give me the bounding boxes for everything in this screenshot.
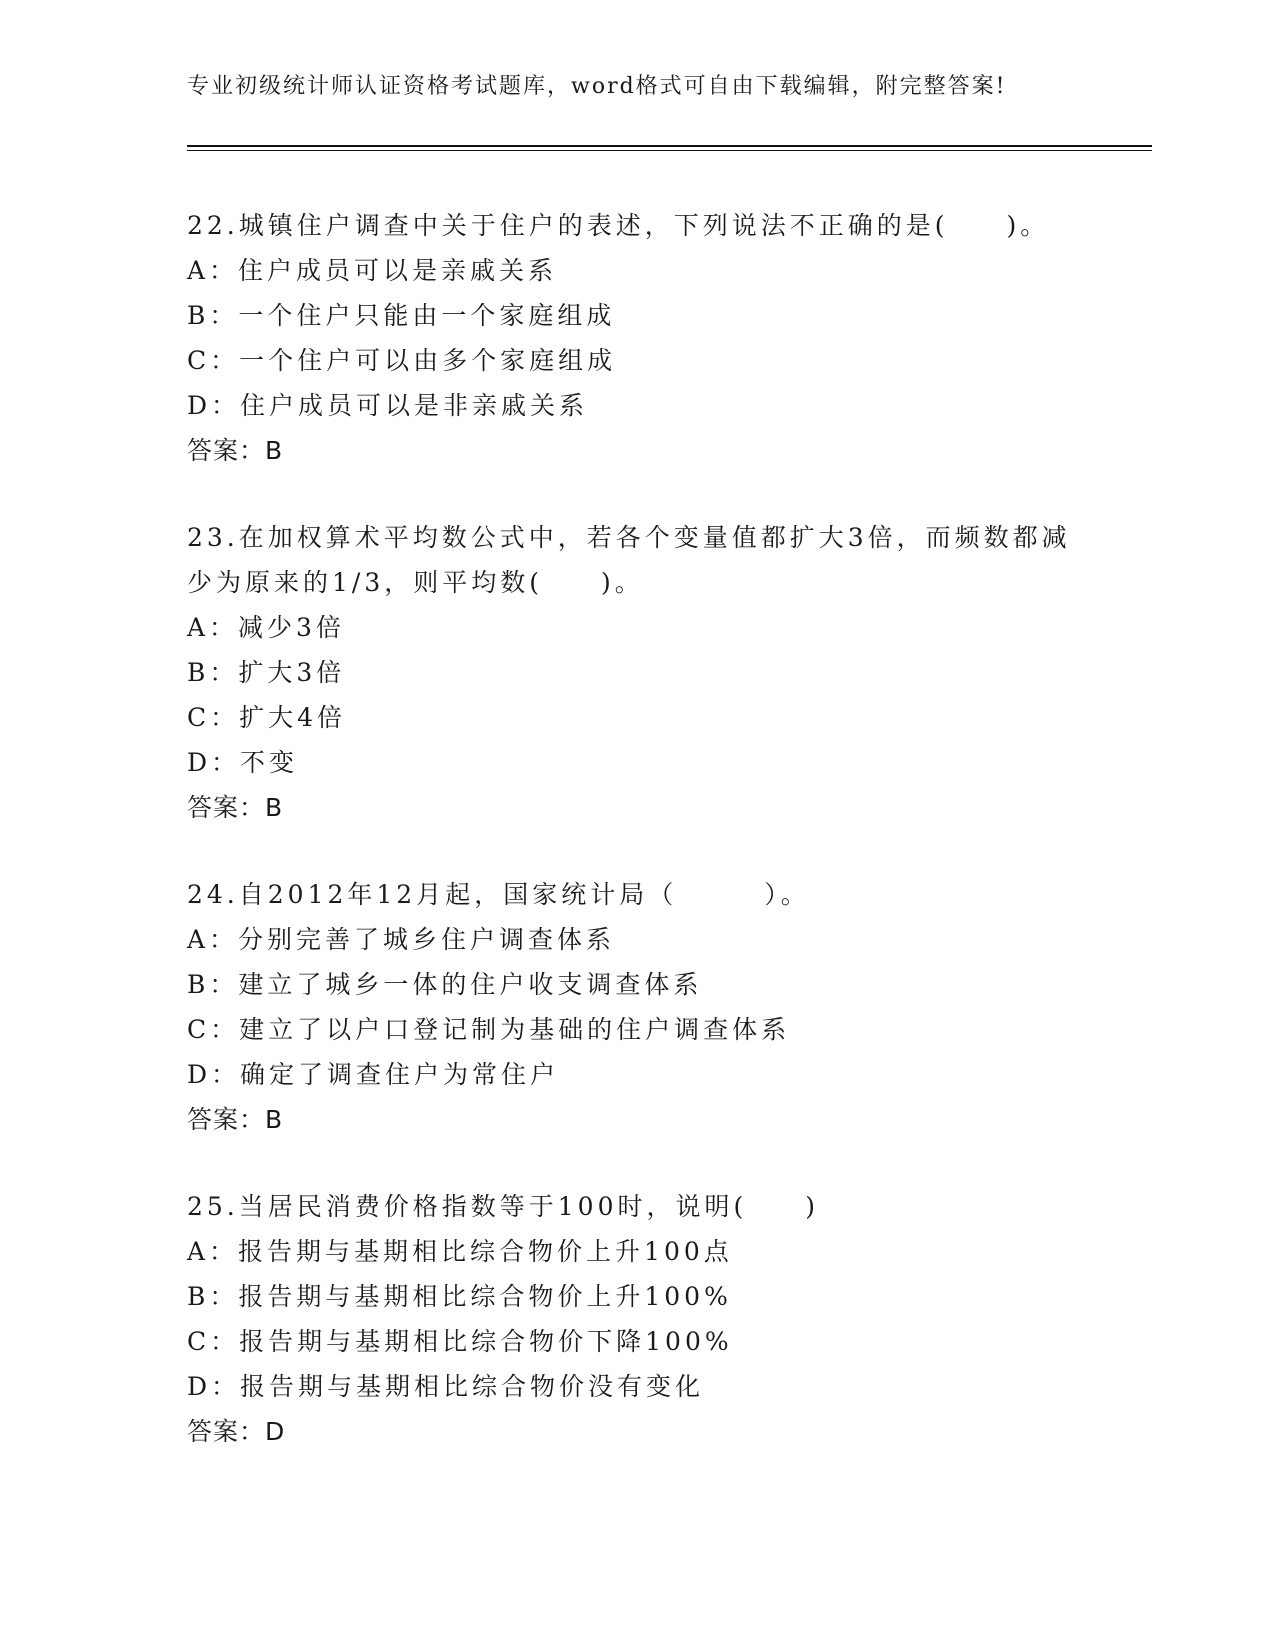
- question-25: [187, 1184, 1087, 1454]
- option-b: B：一个住户只能由一个家庭组成: [187, 301, 616, 330]
- answer: 答案：D: [187, 1417, 286, 1446]
- option-a: A：分别完善了城乡住户调查体系: [187, 925, 616, 954]
- header-divider-thin: [187, 150, 1152, 151]
- option-c: C：扩大4倍: [187, 703, 347, 732]
- option-b: B：建立了城乡一体的住户收支调查体系: [187, 970, 703, 999]
- option-d: D：不变: [187, 748, 299, 777]
- question-22: [187, 203, 1087, 473]
- question-text-line-2: 少为原来的1/3，则平均数( )。: [187, 568, 644, 597]
- option-b: B：报告期与基期相比综合物价上升100%: [187, 1282, 732, 1311]
- option-a: A：减少3倍: [187, 613, 345, 642]
- question-text: 22.城镇住户调查中关于住户的表述，下列说法不正确的是( )。: [187, 211, 1050, 240]
- header-divider-thick: [187, 145, 1152, 147]
- answer: 答案：B: [187, 436, 284, 465]
- option-d: D：住户成员可以是非亲戚关系: [187, 391, 589, 420]
- question-text: 25.当居民消费价格指数等于100时，说明( ): [187, 1192, 819, 1221]
- option-c: C：建立了以户口登记制为基础的住户调查体系: [187, 1015, 791, 1044]
- option-c: C：报告期与基期相比综合物价下降100%: [187, 1327, 733, 1356]
- option-b: B：扩大3倍: [187, 658, 346, 687]
- page-header: 专业初级统计师认证资格考试题库，word格式可自由下载编辑，附完整答案!: [187, 74, 1007, 99]
- answer: 答案：B: [187, 1105, 284, 1134]
- option-a: A：住户成员可以是亲戚关系: [187, 256, 558, 285]
- question-text: 24.自2012年12月起，国家统计局（ ）。: [187, 880, 810, 909]
- answer: 答案：B: [187, 793, 284, 822]
- option-a: A：报告期与基期相比综合物价上升100点: [187, 1237, 733, 1266]
- question-text-line-1: 23.在加权算术平均数公式中，若各个变量值都扩大3倍，而频数都减: [187, 523, 1071, 552]
- question-24: [187, 872, 1087, 1142]
- option-c: C：一个住户可以由多个家庭组成: [187, 346, 617, 375]
- option-d: D：确定了调查住户为常住户: [187, 1060, 560, 1089]
- question-23: [187, 515, 1087, 830]
- option-d: D：报告期与基期相比综合物价没有变化: [187, 1372, 705, 1401]
- question-list: [187, 203, 1087, 1496]
